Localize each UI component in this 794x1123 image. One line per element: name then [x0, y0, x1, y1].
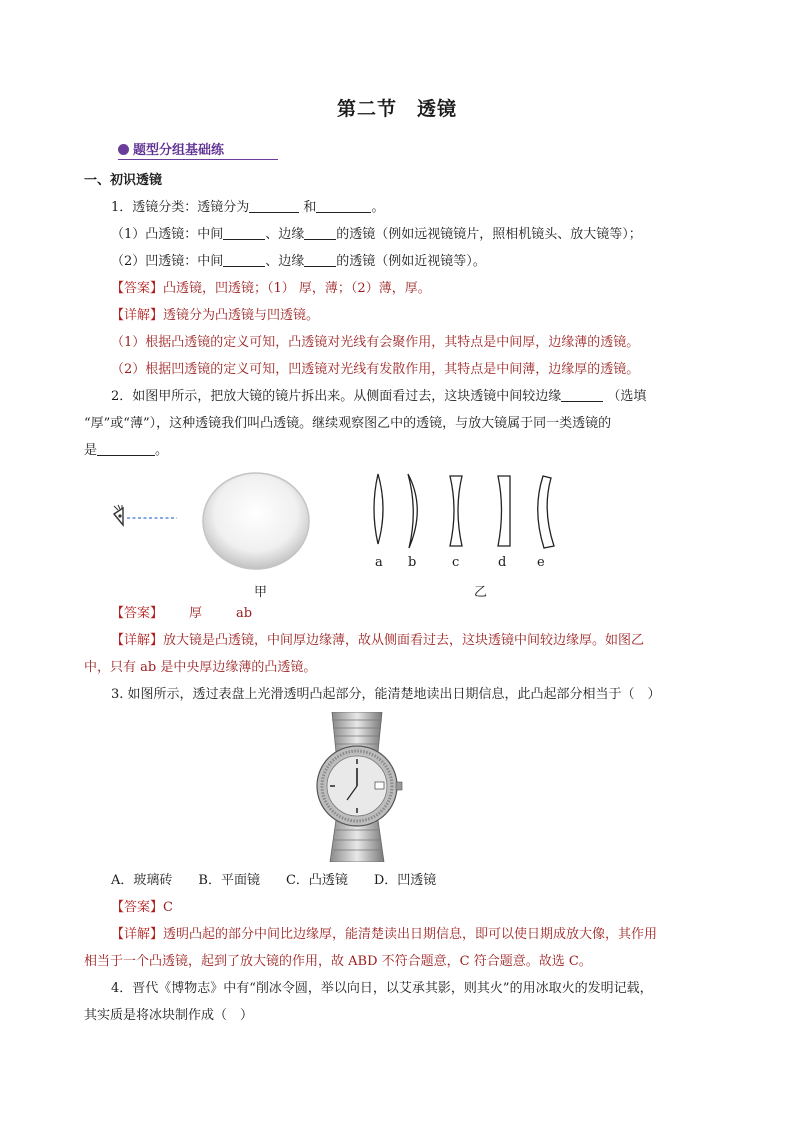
detail-tag: 【详解】	[111, 308, 164, 323]
lens-label-e: e	[537, 555, 545, 570]
q2-stem-1a: 2．如图甲所示，把放大镜的镜片拆出来。从侧面看过去，这块透镜中间较边缘	[111, 389, 562, 404]
q1-detail-1-text: 透镜分为凸透镜与凹透镜。	[163, 308, 320, 323]
q1-p2-a: （2）凹透镜：中间	[111, 254, 224, 269]
q2-stem-2: “厚”或“薄”），这种透镜我们叫凸透镜。继续观察图乙中的透镜，与放大镜属于同一类透镜的	[84, 416, 612, 431]
q3-answer-text: C	[163, 900, 173, 915]
q2-detail-1-text: 放大镜是凸透镜，中间厚边缘薄，故从侧面看过去，这块透镜中间较边缘厚。如图乙	[163, 633, 645, 648]
date-window	[375, 782, 384, 789]
q2-stem-1	[111, 388, 714, 406]
q1-stem-c: 。	[371, 200, 385, 215]
q1-p2-b: 、边缘	[265, 254, 305, 269]
answer-blank	[97, 442, 155, 456]
answer-blank	[223, 226, 265, 240]
answer-tag: 【答案】	[111, 606, 164, 621]
q1-stem-b: 和	[303, 200, 317, 215]
lens-d-plano-concave	[498, 476, 510, 546]
answer-blank	[249, 199, 299, 213]
lens-label-b: b	[408, 555, 417, 570]
q1-p1-c: 的透镜（例如远视镜镜片，照相机镜头、放大镜等）；	[336, 227, 642, 242]
eye-icon	[114, 505, 123, 525]
lens-label-a: a	[375, 555, 383, 570]
answer-blank	[561, 388, 603, 402]
q4-stem-1: 4．晋代《博物志》中有“削冰令圆，举以向日，以艾承其影，则其火”的用冰取火的发明记载，	[111, 981, 653, 996]
q2-answer-1: 厚	[189, 606, 203, 621]
wristwatch-figure	[306, 712, 408, 862]
answer-blank	[304, 253, 336, 267]
lens-a-biconvex	[374, 474, 383, 544]
answer-tag: 【答案】	[111, 281, 164, 296]
q2-stem-3b: 。	[155, 443, 169, 458]
q3-answer	[111, 899, 714, 917]
q1-detail-1	[111, 307, 714, 325]
figure-yi-label: 乙	[474, 585, 488, 600]
q2-answer-2: ab	[236, 606, 253, 621]
page-title: 第二节 透镜	[336, 98, 457, 120]
q1-stem	[111, 199, 714, 217]
q2-detail-1	[111, 632, 714, 650]
lens-label-d: d	[498, 555, 507, 570]
lens-e-meniscus-concave	[538, 476, 554, 548]
answer-tag: 【答案】	[111, 900, 164, 915]
figure-jia	[105, 470, 320, 580]
section-tag	[118, 139, 278, 160]
detail-tag: 【详解】	[111, 927, 164, 942]
q3-options: A．玻璃砖 B．平面镜 C．凸透镜 D．凹透镜	[111, 873, 437, 888]
lens-c-biconcave	[450, 476, 462, 546]
q1-p1-b: 、边缘	[265, 227, 305, 242]
q1-detail-3: （2）根据凹透镜的定义可知，凹透镜对光线有发散作用，其特点是中间薄，边缘厚的透镜。	[111, 362, 640, 377]
lens-b-meniscus-convex	[408, 474, 417, 548]
magnifier-lens	[203, 473, 309, 569]
detail-tag: 【详解】	[111, 633, 164, 648]
q2-stem-3	[84, 442, 714, 460]
answer-blank	[304, 226, 336, 240]
q1-answer-text: 凸透镜，凹透镜；（1） 厚，薄；（2）薄，厚。	[163, 281, 431, 296]
watch-crown	[396, 782, 402, 790]
q1-p1-a: （1）凸透镜：中间	[111, 227, 224, 242]
q2-stem-1b: （选填	[607, 389, 647, 404]
bullet-dot-icon	[118, 144, 129, 155]
q2-answer	[111, 605, 714, 623]
q1-part2	[111, 253, 714, 271]
answer-blank	[223, 253, 265, 267]
figure-jia-label: 甲	[254, 585, 268, 600]
q4-stem-2: 其实质是将冰块制作成（ ）	[84, 1008, 254, 1023]
q3-detail-1	[111, 926, 714, 944]
q1-stem-a: 1．透镜分类：透镜分为	[111, 200, 250, 215]
q2-stem-3a: 是	[84, 443, 98, 458]
lens-label-c: c	[452, 555, 460, 570]
q3-stem: 3. 如图所示，透过表盘上光滑透明凸起部分，能清楚地读出日期信息，此凸起部分相当于（ ）	[111, 687, 661, 702]
subhead: 一、初识透镜	[84, 173, 163, 188]
q2-detail-2: 中，只有 ab 是中央厚边缘薄的凸透镜。	[84, 660, 317, 675]
q1-detail-2: （1）根据凸透镜的定义可知，凸透镜对光线有会聚作用，其特点是中间厚，边缘薄的透镜。	[111, 335, 640, 350]
q1-part1	[111, 226, 714, 244]
section-tag-label: 题型分组基础练	[133, 143, 225, 158]
figure-yi	[360, 468, 560, 576]
q3-detail-1-text: 透明凸起的部分中间比边缘厚，能清楚读出日期信息，即可以使日期成放大像，其作用	[163, 927, 658, 942]
q1-answer	[111, 280, 714, 298]
q3-detail-2: 相当于一个凸透镜，起到了放大镜的作用，故 ABD 不符合题意，C 符合题意。故选 C。	[84, 954, 592, 969]
q1-p2-c: 的透镜（例如近视镜等）。	[336, 254, 486, 269]
answer-blank	[316, 199, 371, 213]
